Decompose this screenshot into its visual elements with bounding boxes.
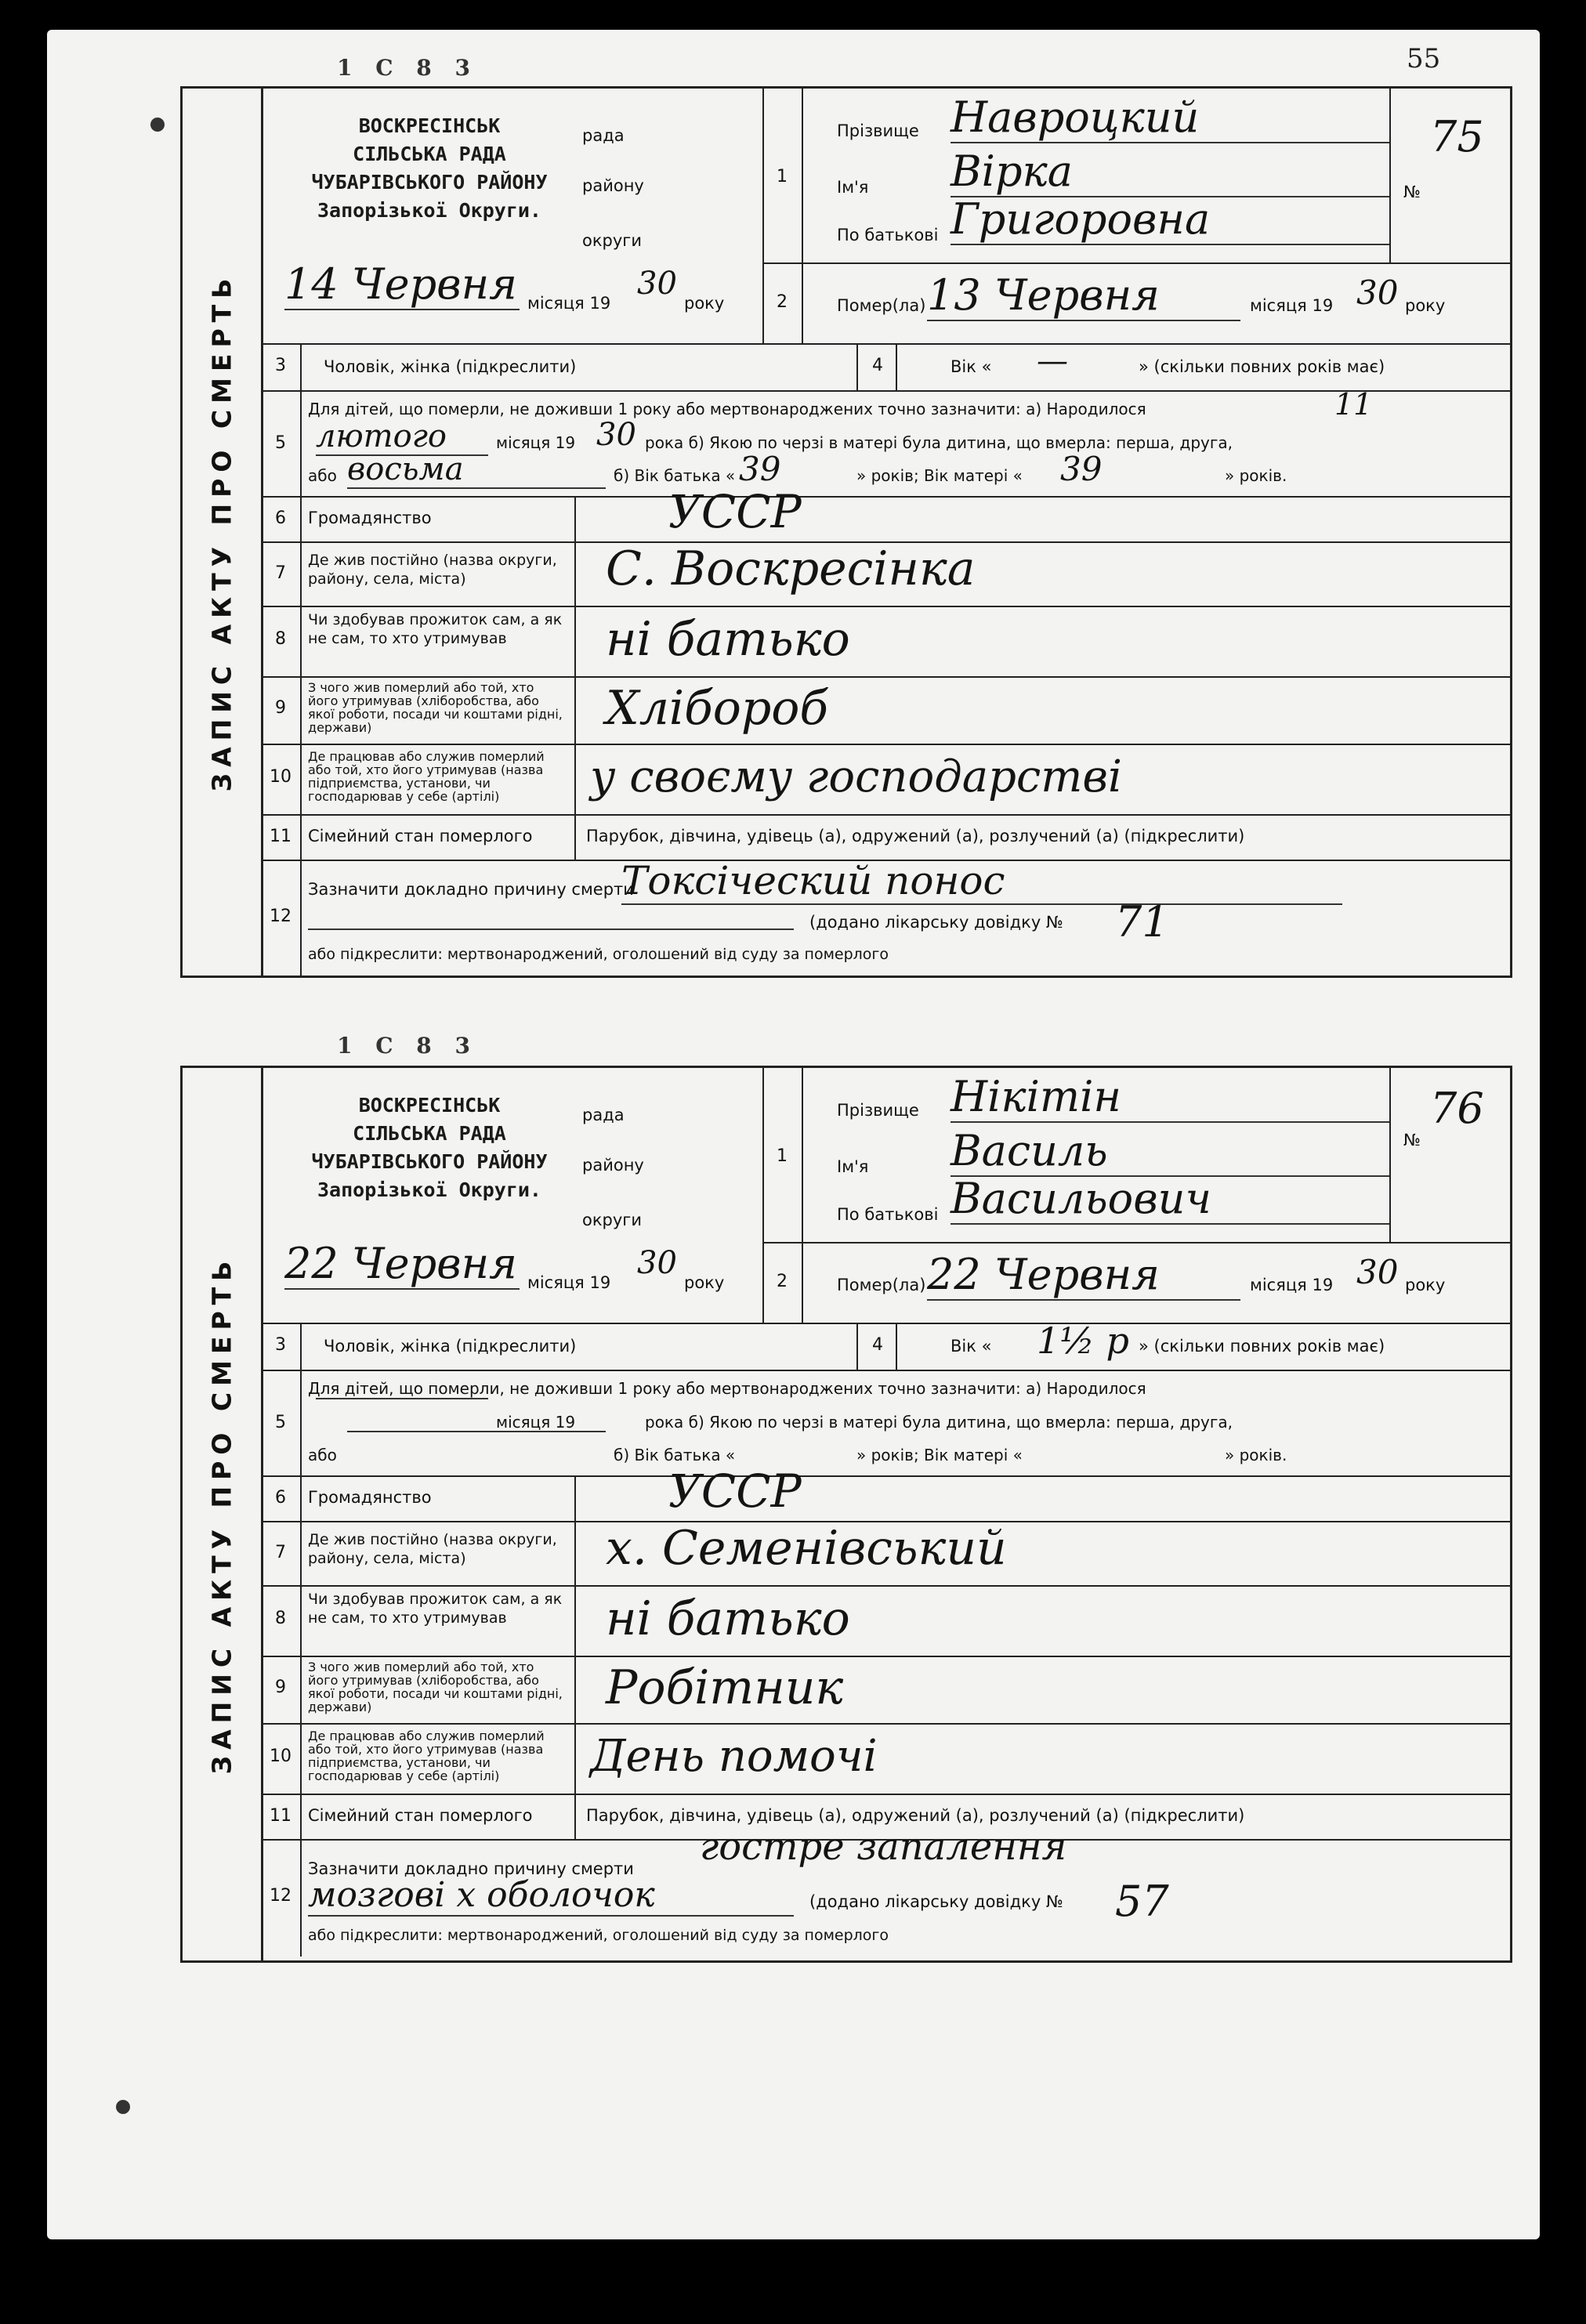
death-record-card-2 xyxy=(180,1066,1512,1963)
support-label: Чи здобував прожиток сам, а як не сам, то хто утримував xyxy=(308,1591,563,1627)
month-label: місяця 19 xyxy=(496,433,576,452)
years-label: » років. xyxy=(1225,1446,1287,1464)
record-page-mark: 1 С 8 3 xyxy=(337,55,478,81)
row-number: 4 xyxy=(872,1335,883,1355)
father-age-label: б) Вік батька « xyxy=(614,1446,736,1464)
record-number: 75 xyxy=(1430,112,1484,161)
cause-value: гостре запалення xyxy=(700,1825,1067,1869)
month-label: місяця 19 xyxy=(1250,1276,1334,1294)
or-label: або xyxy=(308,1446,337,1464)
stamp-line: ВОСКРЕСІНСЬК xyxy=(358,1094,501,1117)
name-label: Ім'я xyxy=(837,1157,869,1176)
cause-value: Токсіческий понос xyxy=(621,858,1342,905)
record-page-mark: 1 С 8 3 xyxy=(337,1033,478,1059)
row-number: 2 xyxy=(777,292,788,312)
row-number: 5 xyxy=(275,433,286,453)
years-label: » років. xyxy=(1225,466,1287,485)
child-order xyxy=(347,1431,606,1432)
raion-label: району xyxy=(582,1156,644,1175)
year-label: року xyxy=(684,1273,725,1292)
residence-row xyxy=(261,1521,1510,1587)
cause-label: Зазначити докладно причину смерти xyxy=(308,1859,634,1878)
born-year: 30 xyxy=(596,417,636,453)
header-block xyxy=(261,1068,1510,1324)
age-value: 1½ р xyxy=(1037,1319,1129,1362)
punch-hole xyxy=(116,2100,130,2114)
citizenship-row xyxy=(261,485,1510,543)
archive-page-number: 55 xyxy=(1407,43,1441,74)
occupation-row xyxy=(261,1656,1510,1725)
marital-options: Парубок, дівчина, удівець (а), одружений (а), розлучений (а) (підкреслити) xyxy=(586,1806,1245,1825)
or-label: або xyxy=(308,466,337,485)
citizenship-label: Громадянство xyxy=(308,1488,432,1507)
certificate-label: (додано лікарську довідку № xyxy=(809,913,1063,932)
name-value: Вірка xyxy=(951,147,1389,197)
sex-label: Чоловік, жінка (підкреслити) xyxy=(324,357,577,376)
row-number: 3 xyxy=(275,1335,286,1355)
surname-label: Прізвище xyxy=(837,1101,919,1120)
divider xyxy=(261,343,897,390)
residence-label: Де жив постійно (назва округи, району, села, міста) xyxy=(308,552,557,588)
support-row xyxy=(261,1585,1510,1657)
record-number-box xyxy=(1389,89,1516,262)
death-label: Помер(ла) xyxy=(837,1276,926,1294)
header-block xyxy=(261,89,1510,345)
divider xyxy=(762,262,1510,264)
born-day: 11 xyxy=(1334,387,1373,422)
row-number: 6 xyxy=(275,509,286,528)
stamp-line: ЧУБАРІВСЬКОГО РАЙОНУ xyxy=(311,1150,548,1173)
certificate-label: (додано лікарську довідку № xyxy=(809,1892,1063,1911)
children-order-note: рока б) Якою по черзі в матері була дитина, що вмерла: перша, друга, xyxy=(645,1413,1233,1432)
children-note: Для дітей, що померли, не доживши 1 року або мертвонароджених точно зазначити: а) Народилося xyxy=(308,400,1146,418)
row-number: 12 xyxy=(270,1886,291,1906)
side-title-band xyxy=(183,1068,263,1960)
raion-label: району xyxy=(582,176,644,195)
sex-age-row xyxy=(261,1319,1510,1371)
occupation-value: Робітник xyxy=(606,1660,844,1715)
row-number-col xyxy=(762,89,803,343)
occupation-row xyxy=(261,676,1510,745)
stillborn-note: або підкреслити: мертвонароджений, оголошений від суду за померлого xyxy=(308,946,889,963)
sex-age-row xyxy=(261,343,1510,392)
council-stamp xyxy=(284,1091,574,1204)
rada-label: рада xyxy=(582,126,625,145)
support-row xyxy=(261,606,1510,678)
row-number: 10 xyxy=(270,1747,291,1766)
registration-year: 30 xyxy=(637,1245,677,1281)
father-age: 39 xyxy=(739,450,781,488)
divider xyxy=(762,1242,1510,1243)
registration-year: 30 xyxy=(637,266,677,302)
residence-value: С. Воскресінка xyxy=(606,541,976,596)
stamp-line: СІЛЬСЬКА РАДА xyxy=(353,143,506,165)
residence-label: Де жив постійно (назва округи, району, села, міста) xyxy=(308,1531,557,1567)
marital-label: Сімейний стан померлого xyxy=(308,1806,533,1825)
child-order: восьма xyxy=(347,451,606,489)
mother-age: 39 xyxy=(1060,450,1103,488)
patronymic-label: По батькові xyxy=(837,226,939,244)
surname-value: Навроцкий xyxy=(951,92,1389,143)
okruga-label: округи xyxy=(582,1211,642,1229)
registration-date: 14 Червня xyxy=(284,259,520,310)
number-label: № xyxy=(1403,183,1421,201)
workplace-value: у своєму господарстві xyxy=(590,751,1122,802)
row-number: 2 xyxy=(777,1272,788,1291)
row-number: 8 xyxy=(275,1609,286,1628)
age-label: Вік « xyxy=(951,1337,992,1356)
row-number: 6 xyxy=(275,1488,286,1508)
age-note: » (скільки повних років має) xyxy=(1139,357,1385,376)
marital-options: Парубок, дівчина, удівець (а), одружений (а), розлучений (а) (підкреслити) xyxy=(586,827,1245,845)
row-number: 7 xyxy=(275,563,286,583)
residence-value: х. Семенівський xyxy=(606,1521,1007,1576)
support-label: Чи здобував прожиток сам, а як не сам, то хто утримував xyxy=(308,611,563,647)
age-note: » (скільки повних років має) xyxy=(1139,1337,1385,1356)
patronymic-value: Григоровна xyxy=(951,194,1389,245)
death-year: 30 xyxy=(1356,1253,1399,1291)
children-row xyxy=(261,1370,1510,1477)
year-label: року xyxy=(1405,296,1446,315)
certificate-number: 71 xyxy=(1115,897,1169,947)
row-number: 11 xyxy=(270,827,291,846)
citizenship-row xyxy=(261,1464,1510,1522)
residence-row xyxy=(261,541,1510,607)
side-title: ЗАПИС АКТУ ПРО СМЕРТЬ xyxy=(206,272,237,792)
workplace-row xyxy=(261,744,1510,816)
row-number: 9 xyxy=(275,1678,286,1697)
sex-label: Чоловік, жінка (підкреслити) xyxy=(324,1337,577,1356)
side-title: ЗАПИС АКТУ ПРО СМЕРТЬ xyxy=(206,1254,237,1774)
age-value: — xyxy=(1037,343,1068,379)
stamp-line: Запорізької Округи. xyxy=(317,199,541,222)
citizenship-value: УССР xyxy=(668,485,802,538)
stamp-line: ВОСКРЕСІНСЬК xyxy=(358,114,501,137)
stillborn-note: або підкреслити: мертвонароджений, оголошений від суду за померлого xyxy=(308,1927,889,1944)
stamp-line: Запорізької Округи. xyxy=(317,1178,541,1201)
cause-value-continued: мозгові х оболочок xyxy=(308,1875,794,1917)
marital-label: Сімейний стан померлого xyxy=(308,827,533,845)
born-month xyxy=(316,1398,488,1399)
punch-hole xyxy=(150,118,165,132)
registry-office-cell xyxy=(261,89,764,343)
side-title-band xyxy=(183,89,263,976)
cause-line xyxy=(308,929,794,930)
row-number: 12 xyxy=(270,907,291,926)
row-number: 10 xyxy=(270,767,291,787)
surname-label: Прізвище xyxy=(837,121,919,140)
workplace-row xyxy=(261,1723,1510,1795)
workplace-label: Де працював або служив померлий або той, хто його утримував (назва підприємства, установи, чи господарював у себе (артілі) xyxy=(308,1729,545,1783)
certificate-number: 57 xyxy=(1115,1877,1169,1926)
age-label: Вік « xyxy=(951,357,992,376)
death-year: 30 xyxy=(1356,273,1399,312)
father-age-label: б) Вік батька « xyxy=(614,466,736,485)
support-value: ні батько xyxy=(606,612,850,667)
row-number-col xyxy=(762,1068,803,1323)
rada-label: рада xyxy=(582,1106,625,1124)
row-number: 9 xyxy=(275,698,286,718)
stamp-line: СІЛЬСЬКА РАДА xyxy=(353,1122,506,1145)
occupation-value: Хлібороб xyxy=(606,681,829,736)
stamp-line: ЧУБАРІВСЬКОГО РАЙОНУ xyxy=(311,171,548,194)
number-label: № xyxy=(1403,1131,1421,1149)
row-number: 3 xyxy=(275,356,286,375)
row-number: 8 xyxy=(275,629,286,649)
name-label: Ім'я xyxy=(837,178,869,197)
registration-date: 22 Червня xyxy=(284,1239,520,1290)
divider xyxy=(261,1323,897,1370)
year-label: року xyxy=(1405,1276,1446,1294)
death-date: 22 Червня xyxy=(927,1250,1240,1301)
children-row xyxy=(261,387,1510,498)
citizenship-value: УССР xyxy=(668,1464,802,1518)
death-record-card-1 xyxy=(180,86,1512,978)
cause-row xyxy=(261,1825,1510,1957)
okruga-label: округи xyxy=(582,231,642,250)
council-stamp xyxy=(284,112,574,225)
month-label: місяця 19 xyxy=(527,294,611,313)
month-label: місяця 19 xyxy=(527,1273,611,1292)
row-number: 7 xyxy=(275,1543,286,1562)
month-label: місяця 19 xyxy=(1250,296,1334,315)
children-note: Для дітей, що померли, не доживши 1 року або мертвонароджених точно зазначити: а) Народилося xyxy=(308,1379,1146,1398)
row-number: 1 xyxy=(777,1146,788,1166)
record-number: 76 xyxy=(1430,1084,1484,1133)
mother-age-label: » років; Вік матері « xyxy=(856,1446,1023,1464)
row-number: 5 xyxy=(275,1413,286,1432)
born-month: лютого xyxy=(316,418,488,456)
workplace-value: День помочі xyxy=(590,1731,878,1782)
support-value: ні батько xyxy=(606,1591,850,1646)
month-label: місяця 19 xyxy=(496,1413,576,1432)
year-label: року xyxy=(684,294,725,313)
workplace-label: Де працював або служив померлий або той, хто його утримував (назва підприємства, установи, чи господарював у себе (артілі) xyxy=(308,749,545,804)
patronymic-value: Васильович xyxy=(951,1174,1389,1225)
occupation-label: З чого жив померлий або той, хто його утримував (хліборобства, або якої роботи, посади чи коштами рідні, держави) xyxy=(308,680,563,735)
mother-age-label: » років; Вік матері « xyxy=(856,466,1023,485)
patronymic-label: По батькові xyxy=(837,1205,939,1224)
row-number: 1 xyxy=(777,167,788,186)
cause-label: Зазначити докладно причину смерти xyxy=(308,880,634,899)
surname-value: Нікітін xyxy=(951,1072,1389,1123)
children-order-note: рока б) Якою по черзі в матері була дитина, що вмерла: перша, друга, xyxy=(645,433,1233,452)
row-number: 4 xyxy=(872,356,883,375)
citizenship-label: Громадянство xyxy=(308,509,432,527)
registry-office-cell xyxy=(261,1068,764,1323)
cause-row xyxy=(261,860,1510,976)
row-number: 11 xyxy=(270,1806,291,1826)
marital-row xyxy=(261,814,1510,861)
death-label: Помер(ла) xyxy=(837,296,926,315)
death-date: 13 Червня xyxy=(927,270,1240,321)
record-number-box xyxy=(1389,1068,1516,1242)
occupation-label: З чого жив померлий або той, хто його утримував (хліборобства, або якої роботи, посади чи коштами рідні, держави) xyxy=(308,1660,563,1714)
name-value: Василь xyxy=(951,1126,1389,1177)
